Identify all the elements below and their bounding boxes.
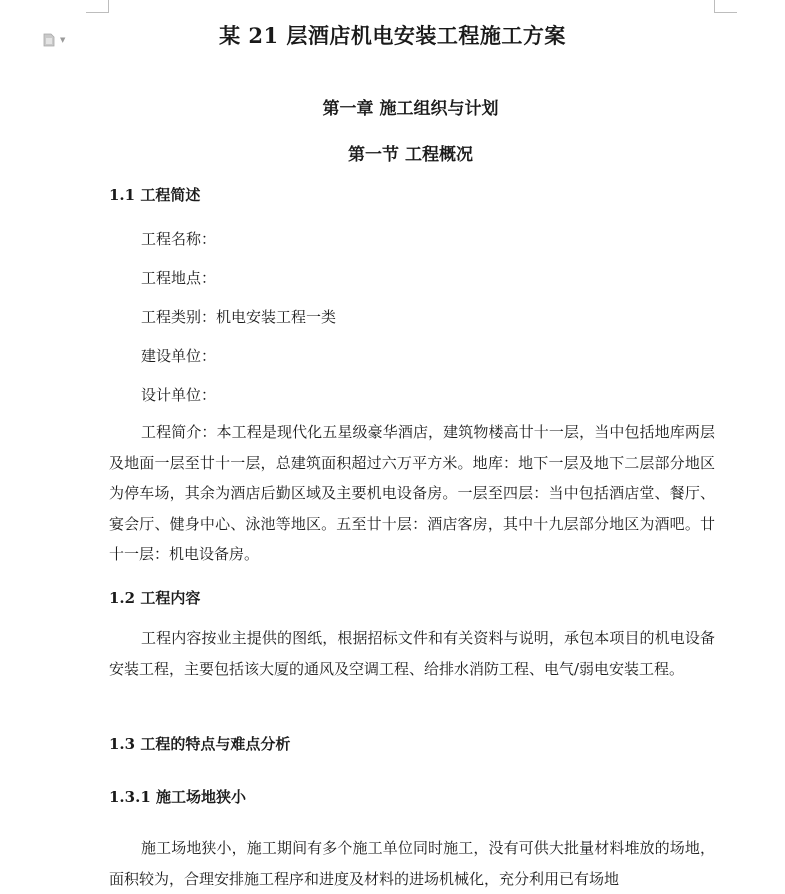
field-designer: 设计单位： — [141, 386, 217, 404]
field-project-location: 工程地点： — [141, 269, 217, 287]
scope-paragraph: 工程内容按业主提供的图纸，根据招标文件和有关资料与说明，承包本项目的机电设备安装工程，主要包括该大厦的通风及空调工程、给排水消防工程、电气/弱电安装工程。 — [109, 629, 715, 678]
heading-1-2: 1.2 工程内容 — [109, 589, 201, 607]
field-project-type: 工程类别：机电安装工程一类 — [141, 308, 337, 326]
field-project-name: 工程名称： — [141, 230, 217, 248]
heading-1-3: 1.3 工程的特点与难点分析 — [109, 735, 291, 753]
page-corner-mark-left — [86, 0, 109, 13]
chapter-heading: 第一章 施工组织与计划 — [322, 99, 499, 119]
document-title: 某 21 层酒店机电安装工程施工方案 — [219, 23, 566, 48]
heading-1-1: 1.1 工程简述 — [109, 186, 201, 204]
page-corner-mark-right — [714, 0, 737, 13]
site-constraint-paragraph: 施工场地狭小，施工期间有多个施工单位同时施工，没有可供大批量材料堆放的场地，面积较为，合理安排施工程序和进度及材料的进场机械化，充分利用已有场地 — [109, 839, 715, 888]
section-heading: 第一节 工程概况 — [348, 145, 473, 165]
field-owner: 建设单位： — [141, 347, 217, 365]
project-intro-paragraph: 工程简介：本工程是现代化五星级豪华酒店，建筑物楼高廿十一层，当中包括地库两层及地面一层至廿十一层，总建筑面积超过六万平方米。地库：地下一层及地下二层部分地区为停车场，其余为酒店后勤区域及主要机电设备房。一层至四层：当中包括酒店堂、餐厅、宴会厅、健身中心、泳池等地区。五至廿十层：酒店客房，其中十九层部分地区为酒吧。廿十一层：机电设备房。 — [109, 423, 715, 563]
heading-1-3-1: 1.3.1 施工场地狭小 — [109, 788, 246, 806]
chevron-down-icon[interactable]: ▼ — [60, 36, 66, 44]
